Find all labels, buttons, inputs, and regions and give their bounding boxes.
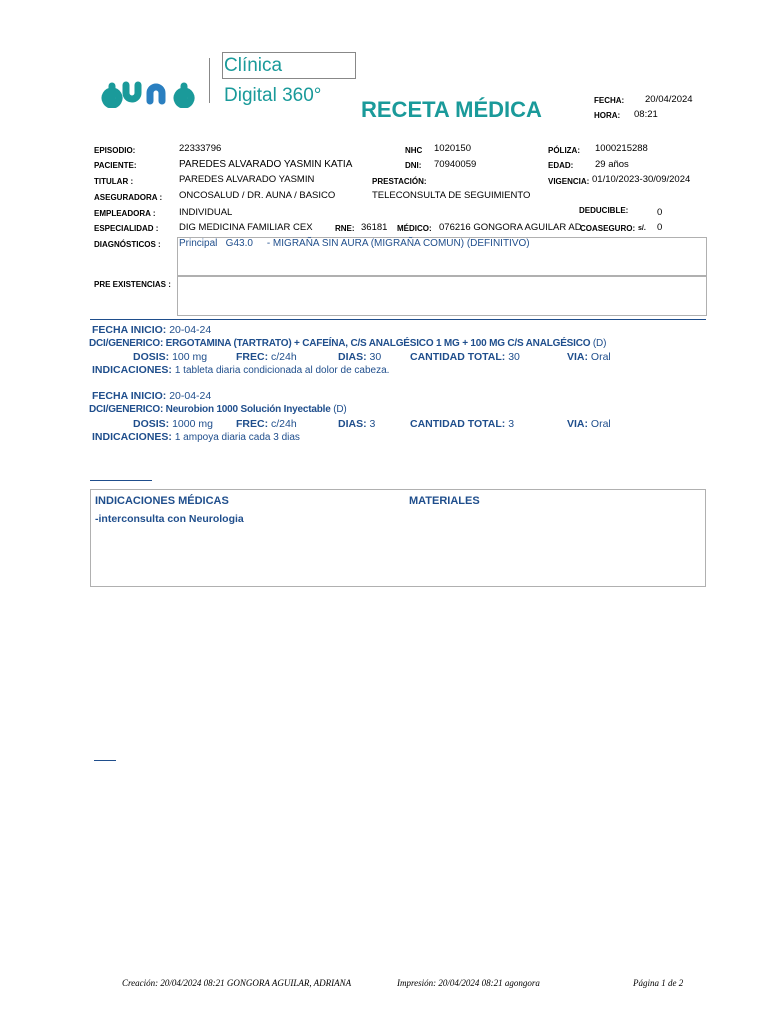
clinic-name-line1: Clínica bbox=[224, 55, 283, 76]
rx1-dci-value: ERGOTAMINA (TARTRATO) + CAFEÍNA, C/S ANALGÉSICO 1 MG + 100 MG C/S ANALGÉSICO bbox=[165, 338, 591, 349]
hora-value: 08:21 bbox=[634, 109, 658, 120]
rx2-dias-label: DIAS: bbox=[338, 418, 367, 430]
coaseguro-currency: s/. bbox=[638, 225, 646, 232]
rx1-frec-label: FREC: bbox=[236, 351, 269, 363]
rx2-fecha-label: FECHA INICIO: bbox=[92, 390, 167, 402]
preexistencias-label: PRE EXISTENCIAS : bbox=[94, 280, 171, 289]
rx2-via-label: VIA: bbox=[567, 418, 588, 430]
diagnosticos-label: DIAGNÓSTICOS : bbox=[94, 240, 161, 249]
rx1-via-value: Oral bbox=[590, 351, 611, 363]
rx2-dci-label: DCI/GENERICO: bbox=[89, 404, 164, 415]
empleadora-value: INDIVIDUAL bbox=[179, 207, 233, 218]
rx2-via bbox=[567, 418, 611, 430]
episodio-value: 22333796 bbox=[179, 143, 222, 154]
rx1-fecha-value: 20-04-24 bbox=[169, 324, 212, 336]
rx2-dci bbox=[89, 404, 346, 415]
aseguradora-value: ONCOSALUD / DR. AUNA / BASICO bbox=[179, 190, 336, 201]
fecha-label: FECHA: bbox=[594, 96, 625, 105]
deducible-value: 0 bbox=[657, 207, 663, 218]
rx2-indicaciones-value: 1 ampoya diaria cada 3 dias bbox=[174, 432, 300, 443]
rx1-dosis-label: DOSIS: bbox=[133, 351, 170, 363]
empleadora-label: EMPLEADORA : bbox=[94, 209, 156, 218]
rx2-frec-value: c/24h bbox=[271, 418, 297, 430]
small-underline bbox=[94, 760, 116, 761]
dni-label: DNI: bbox=[405, 161, 422, 170]
episodio-label: EPISODIO: bbox=[94, 146, 136, 155]
indicaciones-medicas-title: INDICACIONES MÉDICAS bbox=[95, 495, 229, 507]
clinic-name-line2: Digital 360° bbox=[224, 85, 322, 106]
coaseguro-value: 0 bbox=[657, 222, 663, 233]
rx1-dias-value: 30 bbox=[369, 351, 382, 363]
rx2-indicaciones-label: INDICACIONES: bbox=[92, 431, 172, 443]
deducible-label: DEDUCIBLE: bbox=[579, 206, 629, 215]
logo-divider bbox=[209, 58, 210, 103]
rx2-cantidad-label: CANTIDAD TOTAL: bbox=[410, 418, 506, 430]
rx1-cantidad-value: 30 bbox=[508, 351, 520, 363]
rx2-dosis-label: DOSIS: bbox=[133, 418, 170, 430]
dni-value: 70940059 bbox=[434, 159, 477, 170]
vigencia-label: VIGENCIA: bbox=[548, 177, 590, 186]
nhc-label: NHC bbox=[405, 146, 423, 155]
rx2-fecha-value: 20-04-24 bbox=[169, 390, 212, 402]
rx1-dci-label: DCI/GENERICO: bbox=[89, 338, 164, 349]
rx1-dosis bbox=[133, 351, 207, 363]
footer-impresion: Impresión: 20/04/2024 08:21 agongora bbox=[397, 978, 540, 988]
rx2-dias bbox=[338, 418, 375, 430]
rx1-dias-label: DIAS: bbox=[338, 351, 367, 363]
rx2-cantidad-value: 3 bbox=[508, 418, 515, 430]
fecha-value: 20/04/2024 bbox=[645, 94, 693, 105]
indicacion-item: -interconsulta con Neurologia bbox=[95, 513, 244, 525]
rx1-dci-suffix: (D) bbox=[592, 338, 607, 349]
auna-logo bbox=[92, 74, 200, 108]
short-divider bbox=[90, 480, 152, 481]
rne-label: RNE: bbox=[335, 224, 355, 233]
rx2-indicaciones bbox=[92, 431, 300, 443]
rx1-indicaciones-label: INDICACIONES: bbox=[92, 364, 172, 376]
rx1-indicaciones-value: 1 tableta diaria condicionada al dolor de cabeza. bbox=[174, 365, 390, 376]
page-title: RECETA MÉDICA bbox=[361, 97, 542, 122]
footer-creacion: Creación: 20/04/2024 08:21 GONGORA AGUILAR, ADRIANA bbox=[122, 978, 352, 988]
rx1-frec bbox=[236, 351, 297, 363]
rx2-dias-value: 3 bbox=[369, 418, 376, 430]
titular-value: PAREDES ALVARADO YASMIN bbox=[179, 174, 315, 185]
preexistencias-box bbox=[177, 276, 707, 316]
materiales-title: MATERIALES bbox=[409, 495, 480, 507]
rx1-fecha bbox=[92, 324, 211, 336]
medico-label: MÉDICO: bbox=[397, 224, 432, 233]
diagnostico-value: Principal G43.0 - MIGRAÑA SIN AURA (MIGRAÑA COMUN) (DEFINITIVO) bbox=[179, 238, 530, 249]
rx1-via bbox=[567, 351, 611, 363]
medico-value: 076216 GONGORA AGUILAR AD bbox=[439, 222, 582, 233]
rx2-frec-label: FREC: bbox=[236, 418, 269, 430]
rx1-via-label: VIA: bbox=[567, 351, 588, 363]
poliza-value: 1000215288 bbox=[595, 143, 648, 154]
paciente-label: PACIENTE: bbox=[94, 161, 137, 170]
rx2-dci-value: Neurobion 1000 Solución Inyectable bbox=[165, 404, 331, 415]
nhc-value: 1020150 bbox=[434, 143, 471, 154]
edad-label: EDAD: bbox=[548, 161, 574, 170]
rx1-dosis-value: 100 mg bbox=[172, 351, 208, 363]
vigencia-value: 01/10/2023-30/09/2024 bbox=[592, 174, 691, 185]
rx2-dosis-value: 1000 mg bbox=[172, 418, 213, 430]
rx2-frec bbox=[236, 418, 297, 430]
especialidad-label: ESPECIALIDAD : bbox=[94, 224, 159, 233]
hora-label: HORA: bbox=[594, 111, 621, 120]
poliza-label: PÓLIZA: bbox=[548, 146, 580, 155]
rx1-indicaciones bbox=[92, 364, 389, 376]
rx1-dias bbox=[338, 351, 381, 363]
edad-value: 29 años bbox=[595, 159, 629, 170]
aseguradora-label: ASEGURADORA : bbox=[94, 193, 163, 202]
rx2-via-value: Oral bbox=[590, 418, 611, 430]
rx1-cantidad-label: CANTIDAD TOTAL: bbox=[410, 351, 506, 363]
prestacion-value: TELECONSULTA DE SEGUIMIENTO bbox=[372, 190, 531, 201]
especialidad-value: DIG MEDICINA FAMILIAR CEX bbox=[179, 222, 313, 233]
rx1-frec-value: c/24h bbox=[271, 351, 297, 363]
rx2-dci-suffix: (D) bbox=[333, 404, 347, 415]
rx2-cantidad bbox=[410, 418, 514, 430]
paciente-value: PAREDES ALVARADO YASMIN KATIA bbox=[179, 159, 353, 170]
titular-label: TITULAR : bbox=[94, 177, 134, 186]
rx1-cantidad bbox=[410, 351, 520, 363]
auna-logo-mark bbox=[92, 74, 200, 108]
coaseguro-label: COASEGURO: bbox=[580, 224, 636, 233]
rx1-dci bbox=[89, 338, 606, 349]
rx2-dosis bbox=[133, 418, 213, 430]
rx2-fecha bbox=[92, 390, 211, 402]
section-divider bbox=[90, 319, 706, 320]
rx1-fecha-label: FECHA INICIO: bbox=[92, 324, 167, 336]
rne-value: 36181 bbox=[361, 222, 388, 233]
footer-pagina: Página 1 de 2 bbox=[633, 978, 684, 988]
prestacion-label: PRESTACIÓN: bbox=[372, 177, 427, 186]
